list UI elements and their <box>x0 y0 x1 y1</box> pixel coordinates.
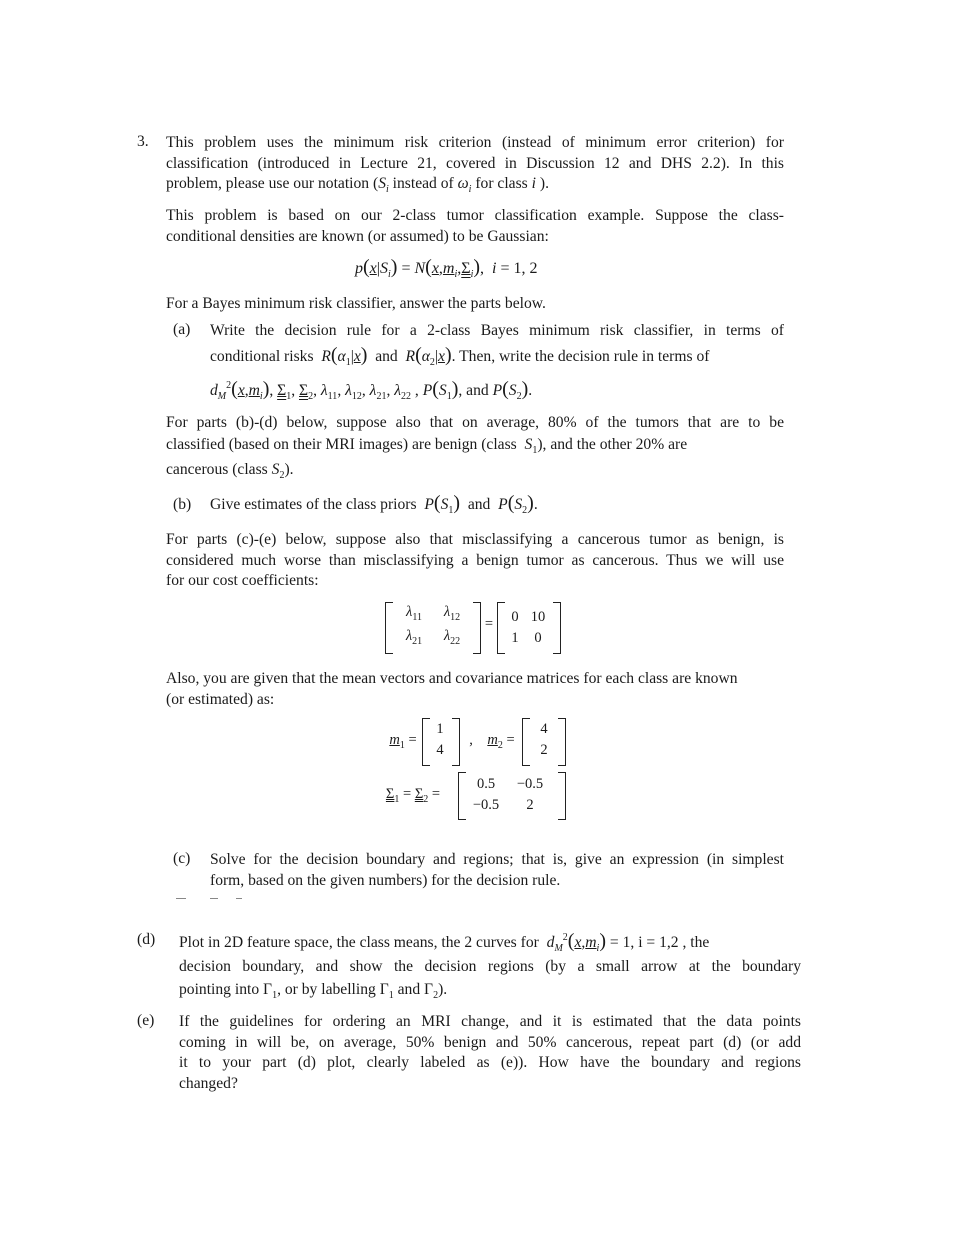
cost-line-2: considered much worse than misclassifying a benign tumor as cancerous. Thus we will use <box>166 551 784 569</box>
sigma-label: $\Sigma_1 = \Sigma_2$ = <box>385 786 441 805</box>
comma: , <box>469 732 473 748</box>
mean-line-2: (or estimated) as: <box>166 690 275 708</box>
m2-bracket-left <box>522 718 530 766</box>
stray-mark-3 <box>236 898 242 899</box>
lambda-bracket-left <box>385 602 393 654</box>
part-a-line-1: Write the decision rule for a 2-class Bayes minimum risk classifier, in terms of <box>210 322 784 339</box>
stray-mark-2 <box>210 898 218 899</box>
cost-line-1: For parts (c)-(e) below, suppose also that misclassifying a cancerous tumor as benign, is <box>166 531 784 548</box>
stray-mark-1 <box>176 898 186 899</box>
part-e-line-4: changed? <box>179 1074 238 1092</box>
priors-line-3: cancerous (class $S_2$). <box>166 461 294 481</box>
sigma-bracket-right <box>558 772 566 820</box>
lambda-22: $\lambda_{22}$ <box>443 628 461 647</box>
mean-line-1: Also, you are given that the mean vectors and covariance matrices for each class are known <box>166 670 738 687</box>
part-a-label: (a) <box>173 321 191 338</box>
intro-line-1: This problem uses the minimum risk criterion (instead of minimum error criterion) for <box>166 134 784 151</box>
m2-label: $m_2$ = <box>487 732 515 751</box>
m1-bracket-left <box>422 718 430 766</box>
m1-y: 4 <box>436 742 444 758</box>
part-d-line-2: decision boundary, and show the decision regions (by a small arrow at the boundary <box>179 958 801 975</box>
part-d-label: (d) <box>137 931 156 948</box>
setup-line-2: conditional densities are known (or assumed) to be Gaussian: <box>166 227 549 245</box>
m2-x: 4 <box>540 721 548 737</box>
part-b-label: (b) <box>173 496 192 513</box>
mean-paragraph <box>166 669 784 710</box>
problem-number: 3. <box>137 133 149 150</box>
part-a-line-3: $d_M^2(x,m_i)$, $\Sigma_1$, $\Sigma_2$, $\lambda_{11}$, $\lambda_{12}$, $\lambda_{21}$, $\lambda_{22}$ , $P(S_1)$, and $P(S_2)$. <box>210 378 533 402</box>
lambda-12: $\lambda_{12}$ <box>443 604 461 623</box>
part-e-line-2: coming in will be, on average, 50% benign and 50% cancerous, repeat part (d) (or add <box>179 1033 801 1051</box>
cost-paragraph <box>166 530 784 592</box>
part-c-line-2: form, based on the given numbers) for the decision rule. <box>210 871 561 889</box>
m2-y: 2 <box>540 742 548 758</box>
covariance-matrix <box>370 770 570 822</box>
setup-line-1: This problem is based on our 2-class tumor classification example. Suppose the class- <box>166 207 784 224</box>
cost-cell-11: 0 <box>511 609 519 625</box>
m1-label: $m_1$ = <box>389 732 417 751</box>
bayes-intro: For a Bayes minimum risk classifier, answer the parts below. <box>166 295 546 312</box>
sigma-11: 0.5 <box>476 776 496 792</box>
mean-vectors <box>388 718 573 768</box>
sigma-21: −0.5 <box>472 797 500 813</box>
cost-cell-12: 10 <box>530 609 546 625</box>
cost-line-3: for our cost coefficients: <box>166 572 319 589</box>
equals-sign: = <box>484 616 494 632</box>
part-e-line-3: it to your part (d) plot, clearly labeled as (e)). How have the boundary and regions <box>179 1054 801 1071</box>
priors-line-1: For parts (b)-(d) below, suppose also that on average, 80% of the tumors that are to be <box>166 414 784 431</box>
cost-bracket-left <box>497 602 505 654</box>
intro-line-2: classification (introduced in Lecture 21, covered in Discussion 12 and DHS 2.2). In this <box>166 154 784 172</box>
cost-cell-22: 0 <box>534 630 542 646</box>
intro-line-3: problem, please use our notation ($S_i$ instead of $\omega_i$ for class i ). <box>166 175 549 195</box>
density-equation: $p(x|S_i) = N(x,m_i,\Sigma_i)$, i = 1, 2 <box>355 256 538 280</box>
lambda-bracket-right <box>473 602 481 654</box>
part-e-label: (e) <box>137 1012 155 1029</box>
part-e-line-1: If the guidelines for ordering an MRI change, and it is estimated that the data points <box>179 1013 801 1030</box>
setup-paragraph <box>166 206 784 247</box>
part-c-line-1: Solve for the decision boundary and regions; that is, give an expression (in simplest <box>210 851 784 868</box>
part-e-text <box>179 1012 801 1094</box>
m1-x: 1 <box>436 721 444 737</box>
cost-bracket-right <box>553 602 561 654</box>
lambda-11: $\lambda_{11}$ <box>406 604 422 623</box>
cost-cell-21: 1 <box>511 630 519 646</box>
sigma-22: 2 <box>526 797 534 813</box>
part-c-label: (c) <box>173 850 191 867</box>
part-d-line-1: Plot in 2D feature space, the class means, the 2 curves for $d_M^2(x,m_i) = 1$, i = 1,2 , the <box>179 930 710 954</box>
m2-bracket-right <box>558 718 566 766</box>
m1-bracket-right <box>452 718 460 766</box>
sigma-12: −0.5 <box>516 776 544 792</box>
intro-paragraph <box>166 133 784 174</box>
priors-line-2: classified (based on their MRI images) are benign (class $S_1$), and the other 20% are <box>166 436 688 456</box>
cost-matrix-equation <box>385 598 570 658</box>
lambda-21: $\lambda_{21}$ <box>405 628 423 647</box>
part-c-text <box>210 850 784 891</box>
sigma-bracket-left <box>458 772 466 820</box>
part-d-line-3: pointing into $\Gamma_1$, or by labelling $\Gamma_1$ and $\Gamma_2$). <box>179 981 448 1001</box>
part-a-line-2: conditional risks $R(\alpha_1|x)$ and $R(\alpha_2|x)$. Then, write the decision rule in terms of <box>210 344 710 368</box>
part-b-text: Give estimates of the class priors $P(S_1)$ and $P(S_2)$. <box>210 492 538 516</box>
